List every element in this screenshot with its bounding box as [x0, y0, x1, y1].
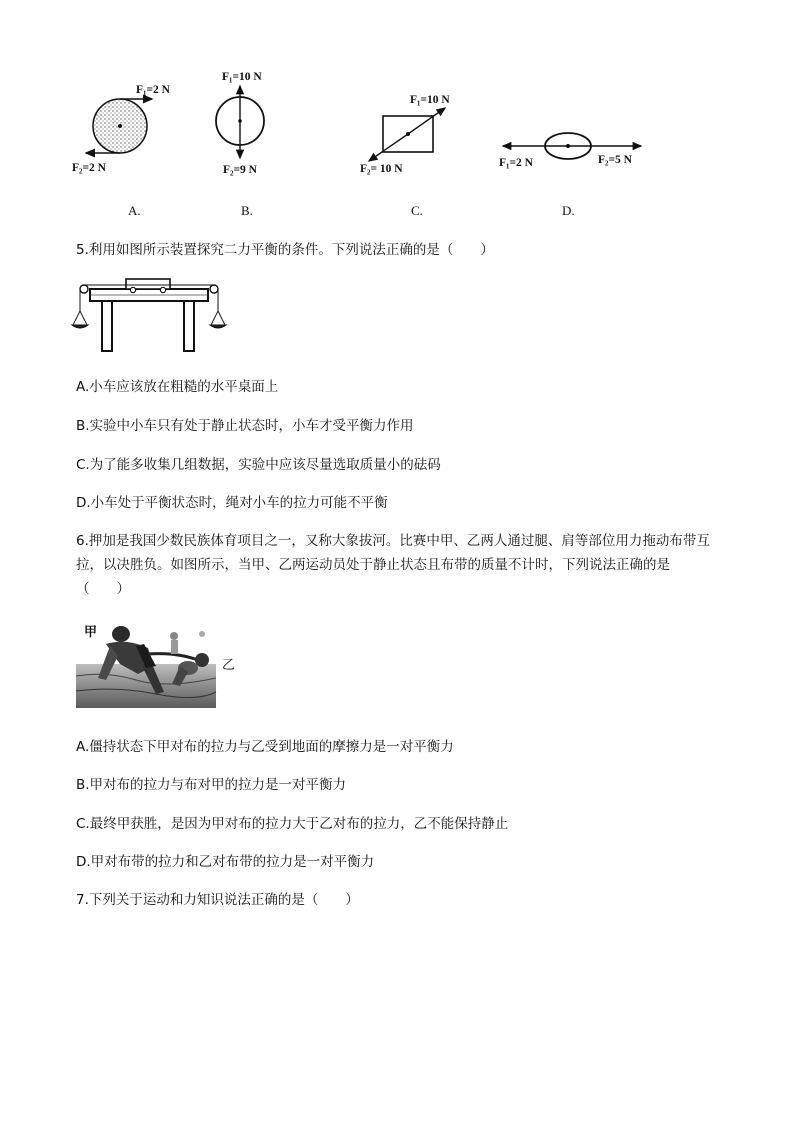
figure-c [355, 88, 475, 183]
photo-label-yi: 乙 [222, 658, 236, 673]
force-label-b2: F₂=9 N [223, 164, 257, 176]
q5-option-b[interactable]: B.实验中小车只有处于静止状态时，小车才受平衡力作用 [76, 418, 414, 434]
figure-b [205, 68, 285, 183]
q6-option-d[interactable]: D.甲对布带的拉力和乙对布带的拉力是一对平衡力 [76, 854, 375, 870]
force-label-a2: F₂=2 N [72, 162, 106, 174]
force-label-c1: F₁=10 N [410, 94, 450, 106]
q6-option-c[interactable]: C.最终甲获胜，是因为甲对布的拉力大于乙对布的拉力，乙不能保持静止 [76, 816, 509, 832]
figure-a [60, 78, 190, 183]
option-label-a: A. [128, 203, 141, 218]
figure-d [495, 120, 655, 180]
force-label-a1: F₁=2 N [136, 84, 170, 96]
q5-option-d[interactable]: D.小车处于平衡状态时，绳对小车的拉力可能不平衡 [76, 495, 388, 511]
question-6-stem: 6.押加是我国少数民族体育项目之一，又称大象拔河。比赛中甲、乙两人通过腿、肩等部位用力拖动布带互拉，以决胜负。如图所示，当甲、乙两运动员处于静止状态且布带的质量不计时，下列说法正确的是（ ） [76, 533, 710, 597]
photo-label-jia: 甲 [84, 625, 98, 640]
q6-option-b[interactable]: B.甲对布的拉力与布对甲的拉力是一对平衡力 [76, 777, 347, 793]
balance-apparatus [72, 275, 232, 357]
question-7-stem: 7.下列关于运动和力知识说法正确的是（ ） [76, 892, 359, 908]
option-label-b: B. [241, 203, 253, 218]
force-label-b1: F₁=10 N [222, 71, 262, 83]
question-5-stem: 5.利用如图所示装置探究二力平衡的条件。下列说法正确的是（ ） [76, 242, 494, 258]
left-pan [72, 325, 88, 328]
option-label-d: D. [562, 203, 575, 218]
force-label-c2: F₂= 10 N [360, 163, 403, 175]
force-label-d1: F₁=2 N [499, 157, 533, 169]
q5-option-c[interactable]: C.为了能多收集几组数据，实验中应该尽量选取质量小的砝码 [76, 457, 441, 473]
q6-option-a[interactable]: A.僵持状态下甲对布的拉力与乙受到地面的摩擦力是一对平衡力 [76, 739, 454, 755]
force-label-d2: F₂=5 N [598, 154, 632, 166]
option-label-c: C. [411, 203, 423, 218]
right-pan [210, 325, 226, 328]
q5-option-a[interactable]: A.小车应该放在粗糙的水平桌面上 [76, 379, 279, 395]
